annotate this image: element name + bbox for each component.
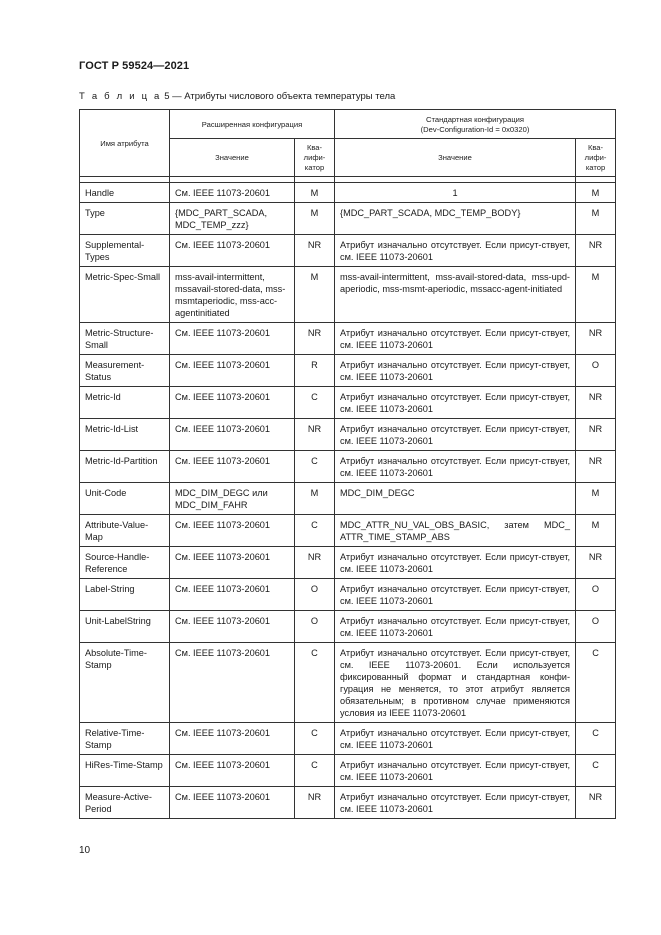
cell-std-qualifier: M: [576, 267, 616, 323]
cell-ext-value: {MDC_PART_SCADA, MDC_TEMP_zzz}: [170, 203, 295, 235]
cell-ext-value: MDC_DIM_DEGC или MDC_DIM_FAHR: [170, 483, 295, 515]
cell-attr-name: Metric-Structure-Small: [80, 323, 170, 355]
cell-ext-qualifier: C: [295, 643, 335, 723]
cell-attr-name: Measurement-Status: [80, 355, 170, 387]
cell-std-qualifier: M: [576, 483, 616, 515]
cell-std-value: {MDC_PART_SCADA, MDC_TEMP_BODY}: [335, 203, 576, 235]
cell-attr-name: Absolute-Time-Stamp: [80, 643, 170, 723]
table-row: [80, 787, 616, 819]
cell-attr-name: Handle: [80, 183, 170, 203]
header-standard-config-id: (Dev-Configuration-Id = 0x0320): [420, 124, 530, 134]
cell-attr-name: Metric-Id-Partition: [80, 451, 170, 483]
table-row: [80, 483, 616, 515]
cell-attr-name: Measure-Active-Period: [80, 787, 170, 819]
cell-std-qualifier: M: [576, 203, 616, 235]
cell-ext-qualifier: O: [295, 579, 335, 611]
cell-ext-qualifier: NR: [295, 547, 335, 579]
cell-ext-value: См. IEEE 11073-20601: [170, 355, 295, 387]
cell-ext-qualifier: C: [295, 451, 335, 483]
cell-std-value: Атрибут изначально отсутствует. Если присут-ствует, см. IEEE 11073-20601: [335, 387, 576, 419]
cell-std-value: 1: [335, 183, 576, 203]
cell-std-qualifier: M: [576, 515, 616, 547]
cell-ext-value: См. IEEE 11073-20601: [170, 183, 295, 203]
table-row: [80, 611, 616, 643]
attributes-table: [79, 109, 616, 819]
table-row: [80, 355, 616, 387]
table-row: [80, 419, 616, 451]
cell-ext-value: См. IEEE 11073-20601: [170, 547, 295, 579]
document-id: ГОСТ Р 59524—2021: [79, 60, 190, 72]
table-row: [80, 387, 616, 419]
cell-attr-name: Type: [80, 203, 170, 235]
cell-attr-name: Supplemental-Types: [80, 235, 170, 267]
page-number: 10: [79, 845, 91, 856]
cell-std-qualifier: C: [576, 723, 616, 755]
cell-std-qualifier: O: [576, 355, 616, 387]
header-attr-name: Имя атрибута: [80, 110, 170, 177]
cell-ext-qualifier: M: [295, 267, 335, 323]
cell-ext-value: См. IEEE 11073-20601: [170, 611, 295, 643]
caption-label: Т а б л и ц а: [79, 91, 162, 102]
cell-ext-value: См. IEEE 11073-20601: [170, 419, 295, 451]
table-row: [80, 723, 616, 755]
cell-std-qualifier: NR: [576, 547, 616, 579]
cell-attr-name: Metric-Id: [80, 387, 170, 419]
table-row: [80, 183, 616, 203]
cell-std-value: Атрибут изначально отсутствует. Если присут-ствует, см. IEEE 11073-20601: [335, 355, 576, 387]
cell-ext-qualifier: M: [295, 203, 335, 235]
table-row: [80, 203, 616, 235]
cell-std-value: Атрибут изначально отсутствует. Если присут-ствует, см. IEEE 11073-20601: [335, 235, 576, 267]
cell-std-value: Атрибут изначально отсутствует. Если присут-ствует, см. IEEE 11073-20601: [335, 723, 576, 755]
header-ext-value: Значение: [170, 139, 295, 177]
header-std-qualifier: Ква-лифи-катор: [576, 139, 616, 177]
cell-ext-value: См. IEEE 11073-20601: [170, 387, 295, 419]
cell-attr-name: Metric-Spec-Small: [80, 267, 170, 323]
cell-std-qualifier: NR: [576, 787, 616, 819]
cell-std-qualifier: O: [576, 579, 616, 611]
cell-ext-qualifier: NR: [295, 787, 335, 819]
cell-ext-qualifier: C: [295, 387, 335, 419]
caption-title: — Атрибуты числового объекта температуры тела: [172, 91, 396, 102]
cell-ext-qualifier: NR: [295, 323, 335, 355]
table-row: [80, 323, 616, 355]
cell-ext-value: См. IEEE 11073-20601: [170, 579, 295, 611]
cell-attr-name: Label-String: [80, 579, 170, 611]
caption-number: 5: [164, 91, 170, 102]
cell-std-value: Атрибут изначально отсутствует. Если присут-ствует, см. IEEE 11073-20601: [335, 547, 576, 579]
cell-std-qualifier: NR: [576, 235, 616, 267]
table-body: [80, 183, 616, 819]
table-row: [80, 515, 616, 547]
cell-std-value: mss-avail-intermittent, mss-avail-stored-data, mss-upd-aperiodic, mss-msmt-aperiodic, mssacc-agent-initiated: [335, 267, 576, 323]
cell-ext-qualifier: C: [295, 755, 335, 787]
cell-ext-value: См. IEEE 11073-20601: [170, 723, 295, 755]
table-row: [80, 755, 616, 787]
cell-attr-name: Attribute-Value-Map: [80, 515, 170, 547]
cell-std-value: Атрибут изначально отсутствует. Если присут-ствует, см. IEEE 11073-20601: [335, 579, 576, 611]
cell-ext-qualifier: R: [295, 355, 335, 387]
cell-std-value: Атрибут изначально отсутствует. Если присут-ствует, см. IEEE 11073-20601: [335, 323, 576, 355]
header-standard-config: [335, 110, 616, 139]
table-row: [80, 579, 616, 611]
cell-std-qualifier: O: [576, 611, 616, 643]
cell-std-value: Атрибут изначально отсутствует. Если присут-ствует, см. IEEE 11073-20601: [335, 419, 576, 451]
table-row: [80, 451, 616, 483]
table-row: [80, 643, 616, 723]
cell-std-value: MDC_ATTR_NU_VAL_OBS_BASIC, затем MDC_ ATTR_TIME_STAMP_ABS: [335, 515, 576, 547]
cell-ext-qualifier: O: [295, 611, 335, 643]
cell-ext-value: См. IEEE 11073-20601: [170, 515, 295, 547]
cell-attr-name: Unit-Code: [80, 483, 170, 515]
cell-ext-qualifier: C: [295, 515, 335, 547]
table-row: [80, 267, 616, 323]
cell-ext-qualifier: C: [295, 723, 335, 755]
cell-ext-value: См. IEEE 11073-20601: [170, 755, 295, 787]
header-std-value: Значение: [335, 139, 576, 177]
cell-std-value: MDC_DIM_DEGC: [335, 483, 576, 515]
cell-ext-qualifier: M: [295, 483, 335, 515]
cell-attr-name: Source-Handle-Reference: [80, 547, 170, 579]
cell-ext-value: mss-avail-intermittent, mssavail-stored-data, mss-msmtaperiodic, mss-acc-agentinitiated: [170, 267, 295, 323]
cell-attr-name: Unit-LabelString: [80, 611, 170, 643]
cell-std-qualifier: M: [576, 183, 616, 203]
header-standard-title: Стандартная конфигурация: [425, 114, 525, 124]
cell-ext-qualifier: NR: [295, 419, 335, 451]
cell-std-value: Атрибут изначально отсутствует. Если присут-ствует, см. IEEE 11073-20601: [335, 755, 576, 787]
cell-std-qualifier: NR: [576, 323, 616, 355]
cell-ext-value: См. IEEE 11073-20601: [170, 787, 295, 819]
cell-std-qualifier: NR: [576, 419, 616, 451]
header-ext-qualifier: Ква-лифи-катор: [295, 139, 335, 177]
cell-ext-value: См. IEEE 11073-20601: [170, 643, 295, 723]
cell-std-qualifier: NR: [576, 451, 616, 483]
cell-ext-value: См. IEEE 11073-20601: [170, 451, 295, 483]
table-row: [80, 547, 616, 579]
table-row: [80, 235, 616, 267]
table-caption: [79, 91, 395, 102]
cell-std-value: Атрибут изначально отсутствует. Если присут-ствует, см. IEEE 11073-20601: [335, 451, 576, 483]
cell-ext-value: См. IEEE 11073-20601: [170, 235, 295, 267]
cell-std-qualifier: C: [576, 755, 616, 787]
cell-attr-name: Metric-Id-List: [80, 419, 170, 451]
cell-std-qualifier: C: [576, 643, 616, 723]
cell-std-value: Атрибут изначально отсутствует. Если присут-ствует, см. IEEE 11073-20601. Если используется фиксированный формат и стандартная конфи-гурация не меняется, то этот атрибут является обязательным; в противном случае применяются условия из IEEE 11073-20601: [335, 643, 576, 723]
cell-std-qualifier: NR: [576, 387, 616, 419]
cell-ext-qualifier: M: [295, 183, 335, 203]
cell-std-value: Атрибут изначально отсутствует. Если присут-ствует, см. IEEE 11073-20601: [335, 611, 576, 643]
cell-ext-value: См. IEEE 11073-20601: [170, 323, 295, 355]
cell-attr-name: HiRes-Time-Stamp: [80, 755, 170, 787]
header-extended-config: Расширенная конфигурация: [170, 110, 335, 139]
cell-std-value: Атрибут изначально отсутствует. Если присут-ствует, см. IEEE 11073-20601: [335, 787, 576, 819]
cell-ext-qualifier: NR: [295, 235, 335, 267]
cell-attr-name: Relative-Time-Stamp: [80, 723, 170, 755]
